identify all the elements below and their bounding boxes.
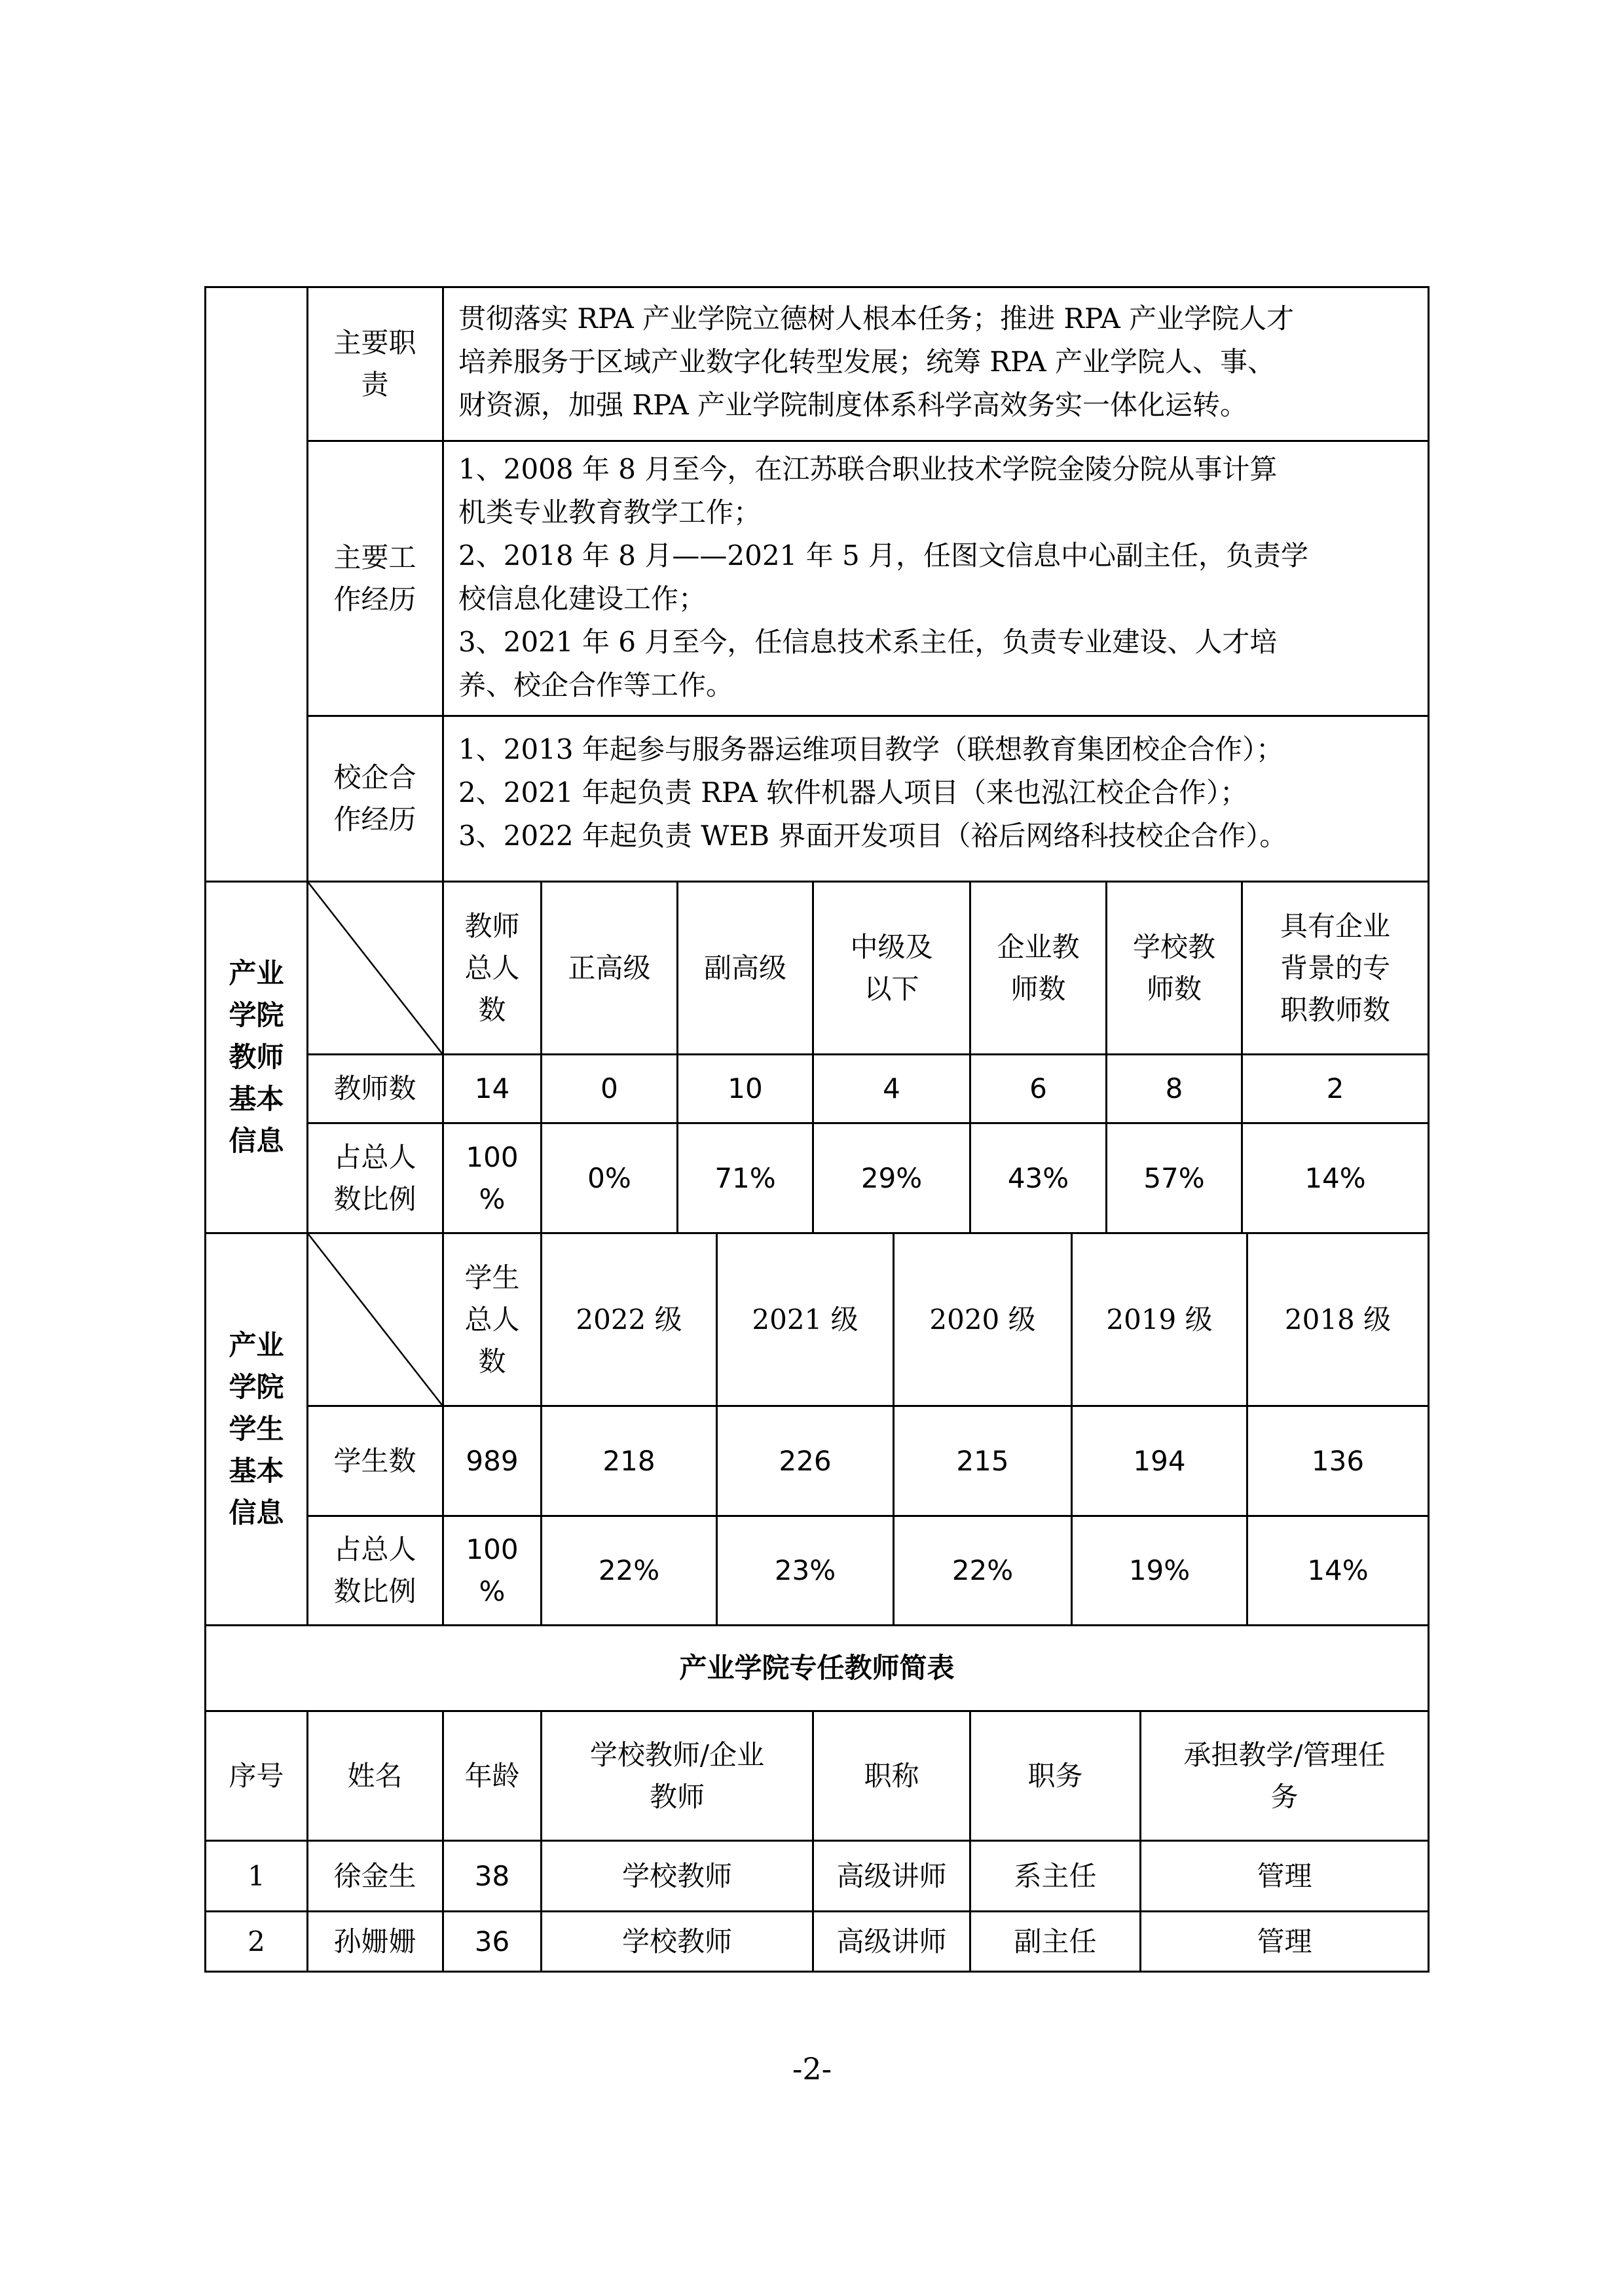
roster-header-title: 职称 (864, 1759, 919, 1792)
student-count-label: 学生数 (333, 1444, 416, 1477)
roster-cell-task: 管理 (1257, 1925, 1312, 1958)
student-count-cell: 194 (1133, 1444, 1186, 1477)
student-header-grade: 2021 级 (752, 1303, 858, 1336)
teacher-ratio-cell: 43% (1007, 1161, 1069, 1194)
coop-text: 1、2013 年起参与服务器运维项目教学（联想教育集团校企合作）； 2、2021 年起负责 RPA 软件机器人项目（来也泓江校企合作）； 3、2022 年起负责 WEB 界面开发项目（裕后网络科技校企合作）。 (458, 733, 1287, 852)
teacher-header-school: 学校教 师数 (1132, 930, 1215, 1005)
roster-cell-title: 高级讲师 (836, 1859, 947, 1892)
roster-header-age: 年龄 (464, 1759, 520, 1792)
teacher-ratio-cell: 0% (587, 1161, 631, 1194)
roster-header-position: 职务 (1027, 1759, 1083, 1792)
student-header-grade: 2018 级 (1284, 1303, 1392, 1336)
roster-header-index: 序号 (229, 1759, 284, 1792)
roster-cell-type: 学校教师 (621, 1925, 732, 1958)
student-count-cell: 989 (466, 1444, 519, 1477)
student-count-cell: 226 (779, 1444, 832, 1477)
student-ratio-cell: 22% (598, 1554, 660, 1586)
teacher-ratio-cell: 57% (1143, 1161, 1205, 1194)
student-count-cell: 215 (956, 1444, 1009, 1477)
roster-cell-name: 孙姗姗 (333, 1925, 416, 1958)
student-ratio-cell: 22% (951, 1554, 1014, 1586)
teacher-header-associate: 副高级 (703, 951, 786, 984)
work-text: 1、2008 年 8 月至今，在江苏联合职业技术学院金陵分院从事计算 机类专业教育教学工作； 2、2018 年 8 月——2021 年 5 月，任图文信息中心副主任，负责学 校信息化建设工作； 3、2021 年 6 月至今，任信息技术系主任，负责专业建设、人才培 养、校企合作等工作。 (458, 453, 1309, 701)
teacher-ratio-cell: 71% (714, 1161, 776, 1194)
student-header-grade: 2020 级 (929, 1303, 1036, 1336)
diagonal-slash (308, 882, 442, 1053)
roster-cell-age: 36 (474, 1925, 510, 1958)
teacher-header-enterprise: 企业教 师数 (997, 930, 1080, 1005)
teacher-count-cell: 14 (474, 1072, 510, 1104)
roster-header-task: 承担教学/管理任 务 (1183, 1738, 1386, 1813)
roster-cell-index: 1 (248, 1859, 265, 1892)
student-ratio-cell: 100 % (466, 1533, 519, 1607)
roster-cell-age: 38 (474, 1859, 510, 1892)
teacher-count-cell: 4 (883, 1072, 900, 1104)
teacher-count-cell: 8 (1165, 1072, 1183, 1104)
roster-header-type: 学校教师/企业 教师 (589, 1738, 765, 1813)
teacher-count-cell: 0 (600, 1072, 618, 1104)
student-header-grade: 2022 级 (576, 1303, 682, 1336)
roster-cell-name: 徐金生 (333, 1859, 416, 1892)
roster-title: 产业学院专任教师简表 (679, 1652, 955, 1684)
teacher-ratio-cell: 29% (860, 1161, 923, 1194)
duties-label: 主要职 责 (333, 327, 416, 401)
student-ratio-cell: 14% (1307, 1554, 1369, 1586)
teacher-header-total: 教师 总人 数 (464, 909, 520, 1026)
teacher-count-cell: 10 (728, 1072, 763, 1104)
teacher-section-label: 产业 学院 教师 基本 信息 (229, 957, 284, 1157)
duties-text: 贯彻落实 RPA 产业学院立德树人根本任务；推进 RPA 产业学院人才 培养服务于区域产业数字化转型发展；统筹 RPA 产业学院人、事、 财资源，加强 RPA 产业学院制度体系科学高效务实一体化运转。 (458, 302, 1295, 421)
teacher-header-intermediate: 中级及 以下 (850, 930, 933, 1005)
teacher-header-senior: 正高级 (568, 951, 651, 984)
roster-header-name: 姓名 (347, 1759, 403, 1792)
student-header-total: 学生 总人 数 (464, 1261, 520, 1377)
teacher-header-background: 具有企业 背景的专 职教师数 (1280, 909, 1390, 1026)
teacher-count-cell: 2 (1326, 1072, 1344, 1104)
diagonal-slash (308, 1233, 442, 1405)
roster-cell-type: 学校教师 (621, 1859, 732, 1892)
student-count-cell: 218 (602, 1444, 655, 1477)
student-count-cell: 136 (1311, 1444, 1365, 1477)
student-header-grade: 2019 级 (1106, 1303, 1213, 1336)
roster-cell-index: 2 (248, 1925, 265, 1958)
teacher-ratio-cell: 100 % (466, 1140, 519, 1215)
student-ratio-cell: 19% (1128, 1554, 1190, 1586)
work-label: 主要工 作经历 (333, 541, 416, 615)
roster-cell-title: 高级讲师 (836, 1925, 947, 1958)
teacher-count-cell: 6 (1029, 1072, 1047, 1104)
page-number: -2- (792, 2051, 832, 2086)
coop-label: 校企合 作经历 (333, 761, 416, 835)
teacher-count-label: 教师数 (333, 1072, 416, 1104)
student-section-label: 产业 学院 学生 基本 信息 (229, 1329, 284, 1529)
roster-cell-task: 管理 (1257, 1859, 1312, 1892)
roster-cell-position: 副主任 (1014, 1925, 1097, 1958)
roster-cell-position: 系主任 (1014, 1859, 1097, 1892)
teacher-ratio-cell: 14% (1304, 1161, 1366, 1194)
student-ratio-cell: 23% (774, 1554, 836, 1586)
student-ratio-label: 占总人 数比例 (333, 1533, 416, 1607)
teacher-ratio-label: 占总人 数比例 (333, 1140, 416, 1215)
